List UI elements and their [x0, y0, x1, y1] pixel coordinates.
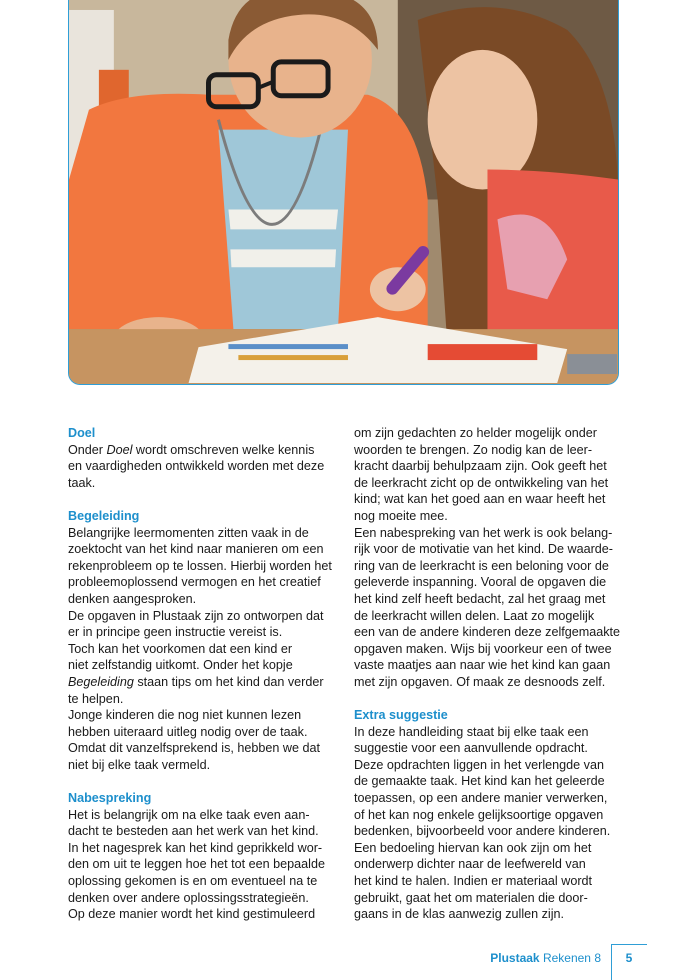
- body-line: [354, 491, 630, 508]
- text-run: den om uit te leggen hoe het tot een bepaalde: [68, 857, 325, 872]
- body-line: [354, 757, 630, 774]
- text-run: of het kan nog enkele gelijksoortige opgaven: [354, 807, 604, 822]
- body-line: [68, 740, 340, 757]
- text-run: dacht te besteden aan het werk van het kind.: [68, 824, 319, 839]
- text-run: onderwerp dichter naar de leefwereld van: [354, 857, 586, 872]
- body-line: [354, 724, 630, 741]
- text-run: Omdat dit vanzelfsprekend is, hebben we dat: [68, 741, 321, 756]
- text-run: Op deze manier wordt het kind gestimuleerd: [68, 907, 316, 922]
- body-line: [68, 657, 340, 674]
- body-line: [354, 591, 630, 608]
- body-line: [354, 823, 630, 840]
- text-run: De opgaven in Plustaak zijn zo ontworpen dat: [68, 608, 324, 623]
- footer-title: [490, 950, 601, 966]
- section-heading: Begeleiding: [68, 508, 140, 523]
- text-run: rekenprobleem op te lossen. Hierbij worden het: [68, 558, 332, 573]
- text-run: Onder: [68, 442, 107, 457]
- text-run: gebruikt, gaat het om materialen die door-: [354, 890, 588, 905]
- body-line: [354, 890, 630, 907]
- body-line: [354, 740, 630, 757]
- text-run: met zijn opgaven. Of maak ze desnoods zelf.: [354, 674, 606, 689]
- text-run: Deze opdrachten liggen in het verlengde van: [354, 757, 604, 772]
- body-line: [68, 674, 340, 691]
- body-line: [68, 574, 340, 591]
- section-gap: [68, 773, 340, 790]
- left-column: [68, 425, 340, 923]
- body-line: [354, 458, 630, 475]
- body-line: [68, 558, 340, 575]
- text-run: Het is belangrijk om na elke taak even aan-: [68, 807, 310, 822]
- body-line: [68, 458, 340, 475]
- text-run: niet zelfstandig uitkomt. Onder het kopje: [68, 658, 293, 673]
- text-run: kind; wat kan het goed aan en waar heeft het: [354, 492, 606, 507]
- page-number: 5: [625, 951, 633, 965]
- text-run: opgaven maken. Wijs bij voorkeur een of twee: [354, 641, 612, 656]
- text-run: staan tips om het kind dan verder: [133, 674, 324, 689]
- body-line: [354, 906, 630, 923]
- section-heading: Doel: [68, 426, 96, 440]
- text-run: vaste maatjes aan naar wie het kind kan gaan: [354, 658, 611, 673]
- body-line: [68, 525, 340, 542]
- emphasis-run: Begeleiding: [68, 674, 134, 689]
- text-run: om zijn gedachten zo helder mogelijk onder: [354, 426, 597, 440]
- body-line: [354, 425, 630, 442]
- body-line: [68, 856, 340, 873]
- text-run: het kind zelf heeft bedacht, zal het graag met: [354, 591, 606, 606]
- text-run: Belangrijke leermomenten zitten vaak in de: [68, 525, 309, 540]
- text-run: probleemoplossend vermogen en het creatief: [68, 575, 321, 590]
- text-run: er in principe geen instructie vereist is.: [68, 625, 283, 640]
- text-run: de gemaakte taak. Het kind kan het geleerde: [354, 774, 605, 789]
- text-run: het kind te halen. Indien er materiaal wordt: [354, 874, 593, 889]
- body-line: [68, 823, 340, 840]
- body-line: [354, 840, 630, 857]
- text-run: nog moeite mee.: [354, 508, 448, 523]
- body-line: [68, 591, 340, 608]
- body-line: [354, 442, 630, 459]
- body-line: [354, 624, 630, 641]
- footer-brand: Plustaak: [490, 951, 540, 965]
- footer-subtitle: Rekenen 8: [539, 951, 601, 965]
- text-run: hebben uiteraard uitleg nodig over de taak.: [68, 724, 308, 739]
- body-line: [354, 541, 630, 558]
- text-run: en vaardigheden ontwikkeld worden met deze: [68, 459, 325, 474]
- text-run: te helpen.: [68, 691, 124, 706]
- text-run: woorden te brengen. Zo nodig kan de leer-: [354, 442, 593, 457]
- text-run: wordt omschreven welke kennis: [132, 442, 315, 457]
- text-run: rijk voor de motivatie van het kind. De waarde-: [354, 542, 613, 557]
- body-line: [68, 757, 340, 774]
- section-heading: Nabespreking: [68, 791, 152, 806]
- body-line: [68, 840, 340, 857]
- section-gap: [68, 491, 340, 508]
- text-run: Een nabespreking van het werk is ook belang-: [354, 525, 613, 540]
- body-line: [68, 873, 340, 890]
- body-line: [354, 657, 630, 674]
- classroom-photo-illustration: [69, 0, 618, 384]
- body-line: [354, 873, 630, 890]
- body-line: [68, 691, 340, 708]
- section-heading: Extra suggestie: [354, 708, 448, 723]
- text-run: niet bij elke taak vermeld.: [68, 757, 211, 772]
- text-run: taak.: [68, 475, 96, 490]
- body-line: [68, 608, 340, 625]
- body-line: [354, 641, 630, 658]
- text-run: Een bedoeling hiervan kan ook zijn om het: [354, 840, 592, 855]
- body-line: [354, 525, 630, 542]
- text-run: kracht daarbij behulpzaam zijn. Ook geeft het: [354, 459, 607, 474]
- text-run: de leerkracht willen delen. Laat zo mogelijk: [354, 608, 595, 623]
- body-line: [68, 442, 340, 459]
- body-line: [68, 475, 340, 492]
- body-line: [68, 724, 340, 741]
- text-run: gaans in de klas aanwezig zullen zijn.: [354, 907, 565, 922]
- body-line: [354, 508, 630, 525]
- body-line: [68, 641, 340, 658]
- text-run: In deze handleiding staat bij elke taak een: [354, 724, 589, 739]
- body-line: [354, 773, 630, 790]
- text-run: denken aangesproken.: [68, 591, 197, 606]
- text-run: suggestie voor een aanvullende opdracht.: [354, 741, 588, 756]
- body-line: [68, 890, 340, 907]
- text-run: toepassen, op een andere manier verwerken,: [354, 791, 608, 806]
- body-line: [354, 608, 630, 625]
- body-line: [68, 807, 340, 824]
- body-line: [68, 624, 340, 641]
- body-line: [354, 790, 630, 807]
- text-run: denken over andere oplossingsstrategieën.: [68, 890, 309, 905]
- body-line: [354, 558, 630, 575]
- body-line: [68, 906, 340, 923]
- text-run: Toch kan het voorkomen dat een kind er: [68, 641, 293, 656]
- body-line: [354, 574, 630, 591]
- text-run: oplossing gekomen is en om eventueel na te: [68, 874, 318, 889]
- text-run: zoektocht van het kind naar manieren om een: [68, 542, 324, 557]
- text-run: geleverde inspanning. Vooral de opgaven die: [354, 575, 607, 590]
- text-run: een van de andere kinderen deze zelfgemaakte: [354, 625, 621, 640]
- body-line: [68, 707, 340, 724]
- body-line: [68, 541, 340, 558]
- emphasis-run: Doel: [106, 442, 133, 457]
- body-line: [354, 856, 630, 873]
- text-run: ring van de leerkracht is een beloning voor de: [354, 558, 609, 573]
- section-gap: [354, 691, 630, 708]
- text-run: In het nagesprek kan het kind geprikkeld wor-: [68, 840, 323, 855]
- body-line: [354, 674, 630, 691]
- right-column: [354, 425, 630, 923]
- header-photo: [68, 0, 619, 385]
- text-run: de leerkracht zicht op de ontwikkeling van het: [354, 475, 609, 490]
- text-run: bedenken, bijvoorbeeld voor andere kinderen.: [354, 824, 611, 839]
- text-run: Jonge kinderen die nog niet kunnen lezen: [68, 708, 302, 723]
- body-line: [354, 475, 630, 492]
- body-line: [354, 807, 630, 824]
